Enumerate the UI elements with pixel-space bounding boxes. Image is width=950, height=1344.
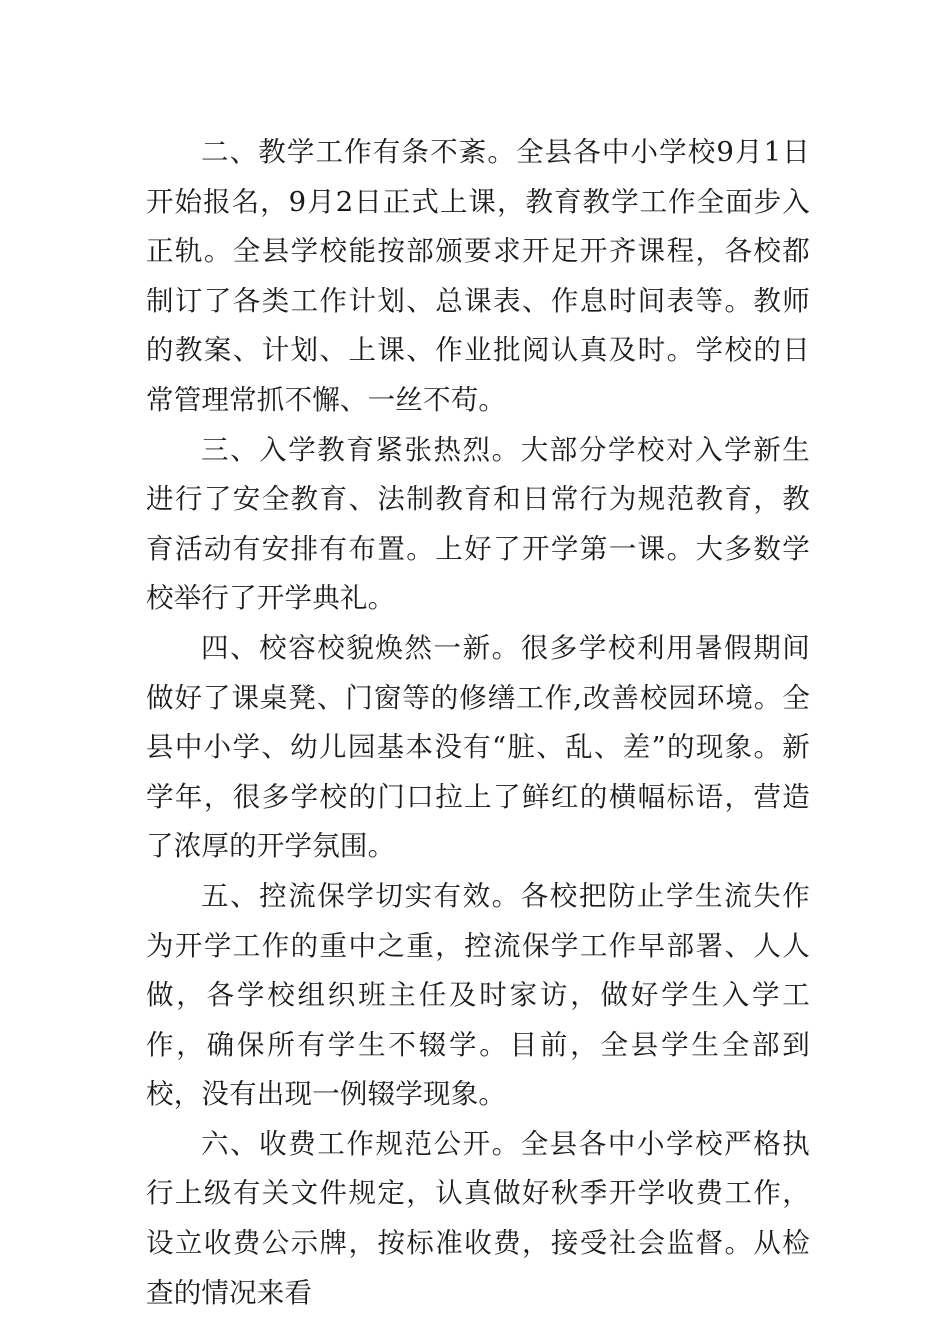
paragraph-teaching-work: 二、教学工作有条不紊。全县各中小学校9月1日开始报名，9月2日正式上课，教育教学工作全面步入正轨。全县学校能按部颁要求开足开齐课程，各校都制订了各类工作计划、总课表、作息时间表等。教师的教案、计划、上课、作业批阅认真及时。学校的日常管理常抓不懈、一丝不苟。 xyxy=(146,136,810,416)
document-body xyxy=(146,128,810,1318)
paragraph-fee-work: 六、收费工作规范公开。全县各中小学校严格执行上级有关文件规定，认真做好秋季开学收费工作，设立收费公示牌，按标准收费，接受社会监督。从检查的情况来看 xyxy=(146,1127,810,1309)
paragraph-dropout-control: 五、控流保学切实有效。各校把防止学生流失作为开学工作的重中之重，控流保学工作早部署、人人做，各学校组织班主任及时家访，做好学生入学工作，确保所有学生不辍学。目前，全县学生全部到校，没有出现一例辍学现象。 xyxy=(146,879,810,1111)
paragraph-campus-appearance: 四、校容校貌焕然一新。很多学校利用暑假期间做好了课桌凳、门窗等的修缮工作,改善校园环境。全县中小学、幼儿园基本没有“脏、乱、差”的现象。新学年，很多学校的门口拉上了鲜红的横幅标语，营造了浓厚的开学氛围。 xyxy=(146,631,810,863)
paragraph-enrollment-education: 三、入学教育紧张热烈。大部分学校对入学新生进行了安全教育、法制教育和日常行为规范教育，教育活动有安排有布置。上好了开学第一课。大多数学校举行了开学典礼。 xyxy=(146,433,810,615)
